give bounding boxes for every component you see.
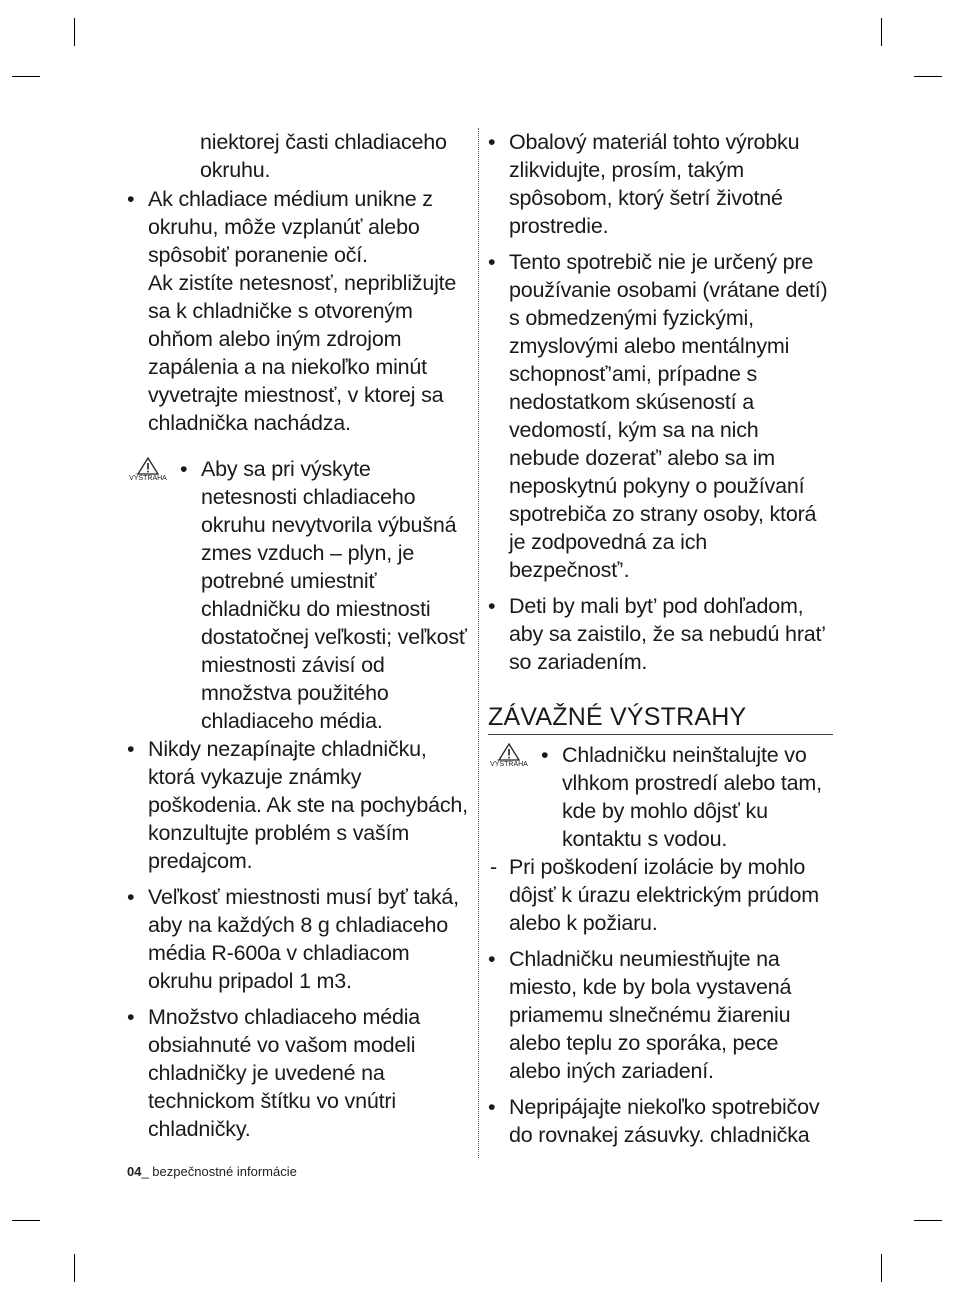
column-divider: [478, 128, 479, 1158]
bullet-item: • Nikdy nezapínajte chladničku, ktorá vykazuje známky poškodenia. Ak ste na pochybách, konzultujte problém s vaším predajcom.: [127, 735, 472, 875]
section-heading: ZÁVAŽNÉ VÝSTRAHY: [488, 702, 833, 735]
page-footer: [127, 1164, 297, 1179]
warning-icon: [127, 457, 169, 483]
warning-block: [488, 741, 833, 853]
crop-mark: [12, 76, 40, 77]
bullet-text-continued: Ak zistíte netesnosť, nepribližujte sa k chladničke s otvoreným ohňom alebo iným zdrojom zapálenia a na niekoľko minút vyvetrajte miestnosť, v ktorej sa chladnička nachádza.: [148, 271, 457, 435]
bullet-item: • Chladničku neumiestňujte na miesto, kde by bola vystavená priamemu slnečnému žiareniu alebo teplu zo sporáka, pece alebo iných zariadení.: [488, 945, 833, 1085]
warning-text: • Chladničku neinštalujte vo vlhkom prostredí alebo tam, kde by mohlo dôjsť ku kontaktu s vodou.: [541, 741, 833, 853]
bullet-item: • Nepripájajte niekoľko spotrebičov do rovnakej zásuvky. chladnička: [488, 1093, 833, 1149]
crop-mark: [12, 1220, 40, 1221]
warning-text: • Aby sa pri výskyte netesnosti chladiaceho okruhu nevytvorila výbušná zmes vzduch – plyn, je potrebné umiestniť chladničku do miestnosti dostatočnej veľkosti; veľkosť miestnosti závisí od množstva použitého chladiaceho média.: [180, 455, 472, 735]
bullet-item: • Množstvo chladiaceho média obsiahnuté vo vašom modeli chladničky je uvedené na technickom štítku vo vnútri chladničky.: [127, 1003, 472, 1143]
bullet-item: [127, 185, 472, 437]
page-number: 04: [127, 1164, 142, 1179]
warning-label: VÝSTRAHA: [490, 761, 528, 768]
bullet-item: • Tento spotrebič nie je určený pre používanie osobami (vrátane detí) s obmedzenými fyzickými, zmyslovými alebo mentálnymi schopnosť’ami, prípadne s nedostatkom skúseností a vedomostí, kým sa na nich nebude dozerať’ alebo sa im neposkytnú pokyny o používaní spotrebiča zo strany osoby, ktorá je zodpovedná za ich bezpečnosť’.: [488, 248, 833, 584]
crop-mark: [914, 76, 942, 77]
warning-block: [127, 455, 472, 735]
crop-mark: [74, 18, 75, 46]
crop-mark: [914, 1220, 942, 1221]
bullet-item: • Deti by mali byt’ pod dohľadom, aby sa zaistilo, že sa nebudú hrat’ so zariadením.: [488, 592, 833, 676]
bullet-item: • Obalový materiál tohto výrobku zlikvidujte, prosím, takým spôsobom, ktorý šetrí životné prostredie.: [488, 128, 833, 240]
right-column: [488, 128, 833, 1149]
crop-mark: [881, 1254, 882, 1282]
warning-icon: [488, 743, 530, 769]
bullet-item: • Veľkosť miestnosti musí byť taká, aby na každých 8 g chladiaceho média R-600a v chladiacom okruhu pripadol 1 m3.: [127, 883, 472, 995]
left-column: [127, 128, 472, 1143]
crop-mark: [74, 1254, 75, 1282]
continued-paragraph: niektorej časti chladiaceho okruhu.: [200, 130, 447, 182]
bullet-text: Ak chladiace médium unikne z okruhu, môže vzplanúť alebo spôsobiť poranenie očí.: [148, 187, 433, 267]
warning-label: VÝSTRAHA: [129, 475, 167, 482]
dash-item: - Pri poškodení izolácie by mohlo dôjsť k úrazu elektrickým prúdom alebo k požiaru.: [488, 853, 833, 937]
footer-section: _ bezpečnostné informácie: [141, 1164, 297, 1179]
crop-mark: [881, 18, 882, 46]
